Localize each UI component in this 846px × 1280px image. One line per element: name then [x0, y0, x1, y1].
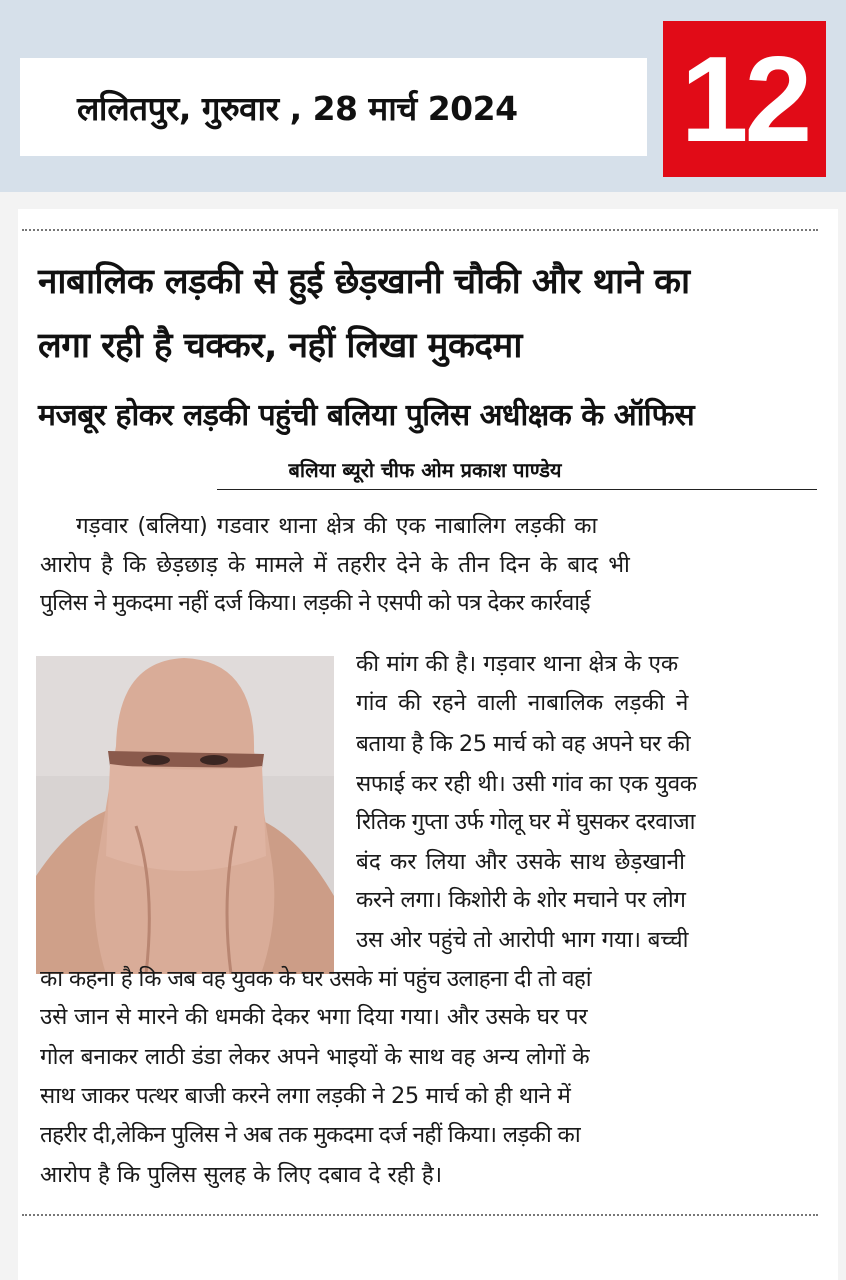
body-line: साथ जाकर पत्थर बाजी करने लगा लड़की ने 25 मार्च को ही थाने में	[40, 1083, 571, 1109]
dateline-box	[20, 58, 647, 156]
dotted-divider-top	[22, 229, 818, 231]
body-line: उसे जान से मारने की धमकी देकर भगा दिया गया। और उसके घर पर	[40, 1004, 588, 1030]
article-photo	[36, 656, 334, 974]
body-line: तहरीर दी,लेकिन पुलिस ने अब तक मुकदमा दर्ज नहीं किया। लड़की का	[40, 1122, 580, 1148]
body-line: गड़वार (बलिया) गडवार थाना क्षेत्र की एक नाबालिग लड़की का	[76, 513, 598, 539]
body-line: आरोप है कि छेड़छाड़ के मामले में तहरीर देने के तीन दिन के बाद भी	[40, 552, 630, 578]
body-line: रितिक गुप्ता उर्फ गोलू घर में घुसकर दरवाजा	[356, 809, 695, 835]
page-number-badge: 12	[663, 21, 826, 177]
body-line: की मांग की है। गड़वार थाना क्षेत्र के एक	[356, 651, 679, 677]
body-line: का कहना है कि जब वह युवक के घर उसके मां पहुंच उलाहना दी तो वहां	[40, 966, 591, 992]
body-line: उस ओर पहुंचे तो आरोपी भाग गया। बच्ची	[356, 927, 689, 953]
body-line: पुलिस ने मुकदमा नहीं दर्ज किया। लड़की ने एसपी को पत्र देकर कार्रवाई	[40, 590, 590, 616]
dotted-divider-bottom	[22, 1214, 818, 1216]
veiled-girl-image	[36, 656, 334, 974]
body-line: गांव की रहने वाली नाबालिक लड़की ने	[356, 690, 689, 716]
byline: बलिया ब्यूरो चीफ ओम प्रकाश पाण्डेय	[288, 458, 562, 482]
body-line: करने लगा। किशोरी के शोर मचाने पर लोग	[356, 887, 686, 913]
headline-line: लगा रही है चक्कर, नहीं लिखा मुकदमा	[38, 326, 522, 366]
subheadline: मजबूर होकर लड़की पहुंची बलिया पुलिस अधीक्षक के ऑफिस	[38, 398, 695, 433]
byline-rule	[217, 489, 817, 490]
headline-line: नाबालिक लड़की से हुई छेड़खानी चौकी और थाने का	[38, 262, 690, 302]
body-line: बताया है कि 25 मार्च को वह अपने घर की	[356, 731, 691, 757]
body-line: आरोप है कि पुलिस सुलह के लिए दबाव दे रही है।	[40, 1162, 443, 1188]
headline	[38, 250, 813, 378]
body-line: गोल बनाकर लाठी डंडा लेकर अपने भाइयों के साथ वह अन्य लोगों के	[40, 1044, 590, 1070]
dateline: ललितपुर, गुरुवार , 28 मार्च 2024	[77, 88, 518, 128]
body-line: बंद कर लिया और उसके साथ छेड़खानी	[356, 849, 685, 875]
body-line: सफाई कर रही थी। उसी गांव का एक युवक	[356, 771, 697, 797]
